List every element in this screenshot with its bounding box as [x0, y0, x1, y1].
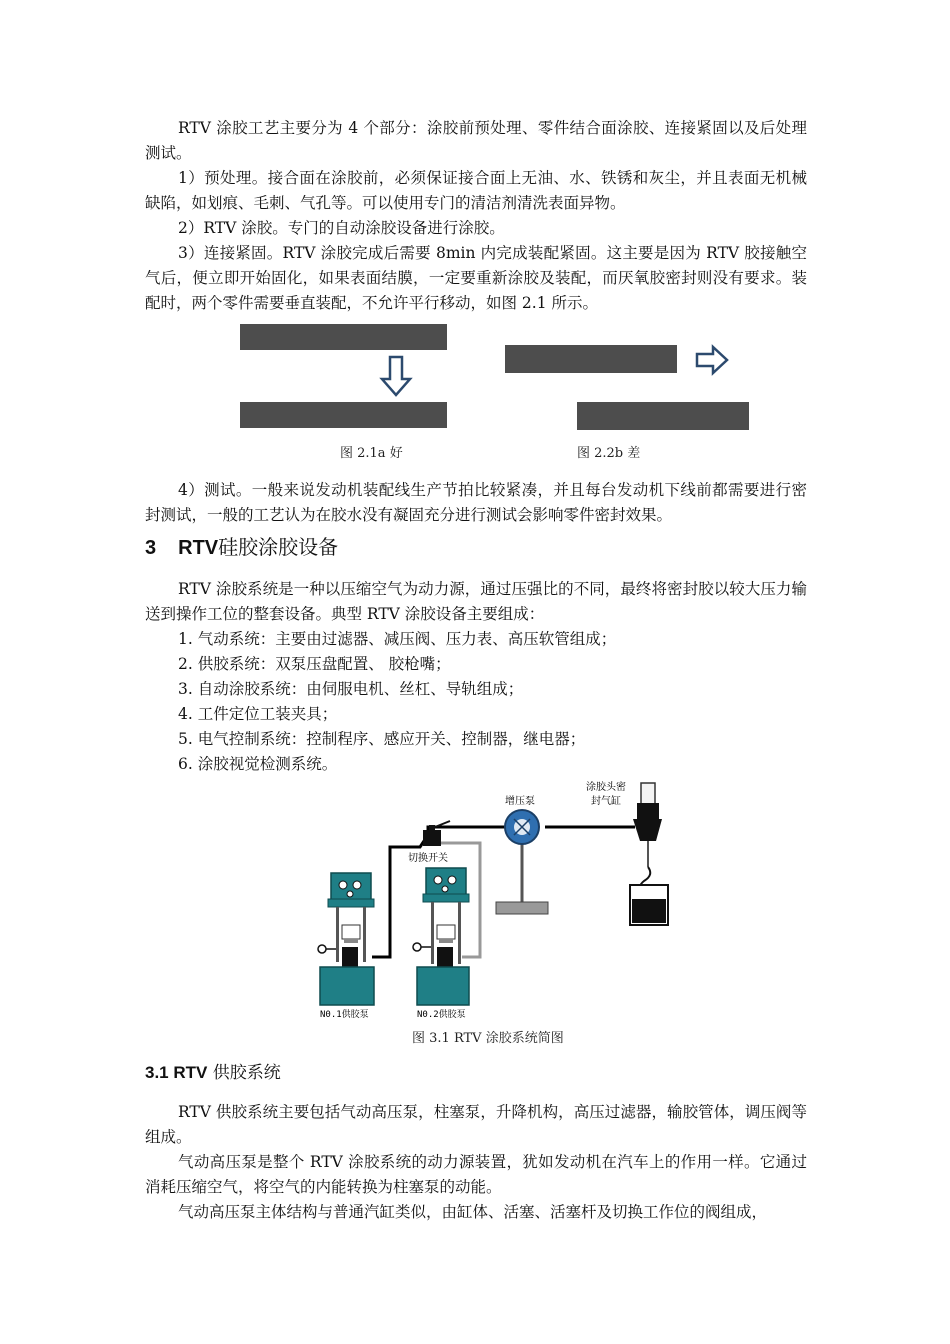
figure-caption-bad: 图 2.2b 差 — [577, 446, 641, 461]
list-item-auto-coating: 3. 自动涂胶系统：由伺服电机、丝杠、导轨组成； — [178, 680, 524, 698]
paragraph-supply-system: RTV 供胶系统主要包括气动高压泵，柱塞泵，升降机构，高压过滤器，输胶管体，调压阀等组成。 — [145, 1103, 807, 1146]
paragraph-pretreatment: 1）预处理。接合面在涂胶前，必须保证接合面上无油、水、铁锈和灰尘，并且表面无机械缺陷，如划痕、毛刺、气孔等。可以使用专门的清洁剂清洗表面异物。 — [145, 169, 807, 212]
paragraph-process-overview: RTV 涂胶工艺主要分为 4 个部分：涂胶前预处理、零件结合面涂胶、连接紧固以及后处理测试。 — [145, 119, 807, 162]
label-pump-1: N0.1供胶泵 — [320, 1010, 369, 1020]
list-item-electric-control: 5. 电气控制系统：控制程序、感应开关、控制器，继电器； — [178, 730, 586, 748]
list-item-supply: 2. 供胶系统：双泵压盘配置、 胶枪嘴； — [178, 655, 451, 673]
lower-part-bar-good — [240, 402, 447, 428]
arrow-down-icon — [380, 355, 412, 397]
supply-pump-2-icon — [413, 868, 469, 1005]
list-item-vision-inspection: 6. 涂胶视觉检测系统。 — [178, 755, 338, 773]
upper-part-bar-good — [240, 324, 447, 350]
figure-3-1-rtv-system-diagram — [300, 775, 690, 1025]
section-heading-3-1 — [145, 1060, 281, 1086]
paragraph-pump-structure: 气动高压泵主体结构与普通汽缸类似，由缸体、活塞、活塞杆及切换工作位的阀组成， — [178, 1203, 768, 1221]
list-item-pneumatic: 1. 气动系统：主要由过滤器、减压阀、压力表、高压软管组成； — [178, 630, 617, 648]
subsection-title: 供胶系统 — [212, 1063, 281, 1083]
label-switch-valve: 切换开关 — [408, 853, 448, 864]
subsection-number-latin: 3.1 RTV — [145, 1063, 208, 1082]
coating-head-cylinder-icon — [630, 783, 668, 925]
section-title-latin: RTV — [178, 537, 219, 559]
list-item-fixture: 4. 工件定位工装夹具； — [178, 705, 338, 723]
paragraph-pneumatic-pump: 气动高压泵是整个 RTV 涂胶系统的动力源装置，犹如发动机在汽车上的作用一样。它通过消耗压缩空气，将空气的内能转换为柱塞泵的动能。 — [145, 1153, 807, 1196]
paragraph-rtv-coating: 2）RTV 涂胶。专门的自动涂胶设备进行涂胶。 — [178, 219, 505, 237]
figure-caption-good: 图 2.1a 好 — [340, 446, 403, 461]
label-coating-head-1: 涂胶头密 — [586, 782, 626, 793]
figure-caption-3-1: 图 3.1 RTV 涂胶系统简图 — [412, 1031, 564, 1046]
label-pump-2: N0.2供胶泵 — [417, 1010, 466, 1020]
section-heading-3 — [145, 533, 338, 562]
paragraph-system-intro: RTV 涂胶系统是一种以压缩空气为动力源，通过压强比的不同，最终将密封胶以较大压力输送到操作工位的整套设备。典型 RTV 涂胶设备主要组成： — [145, 580, 807, 623]
supply-pump-1-icon — [318, 873, 374, 1005]
label-coating-head-2: 封气缸 — [591, 796, 621, 807]
paragraph-testing: 4）测试。一般来说发动机装配线生产节拍比较紧凑，并且每台发动机下线前都需要进行密封测试，一般的工艺认为在胶水没有凝固充分进行测试会影响零件密封效果。 — [145, 481, 807, 524]
paragraph-fastening: 3）连接紧固。RTV 涂胶完成后需要 8min 内完成装配紧固。这主要是因为 RTV 胶接触空气后，便立即开始固化，如果表面结膜，一定要重新涂胶及装配，而厌氧胶密封则没有要求。装配时，两个零件需要垂直装配，不允许平行移动，如图 2.1 所示。 — [145, 244, 807, 312]
upper-part-bar-bad — [505, 345, 677, 373]
lower-part-bar-bad — [577, 402, 749, 430]
arrow-right-icon — [695, 345, 729, 375]
section-number: 3 — [145, 537, 157, 559]
section-title: 硅胶涂胶设备 — [218, 535, 339, 559]
label-booster-pump: 增压泵 — [505, 796, 535, 807]
